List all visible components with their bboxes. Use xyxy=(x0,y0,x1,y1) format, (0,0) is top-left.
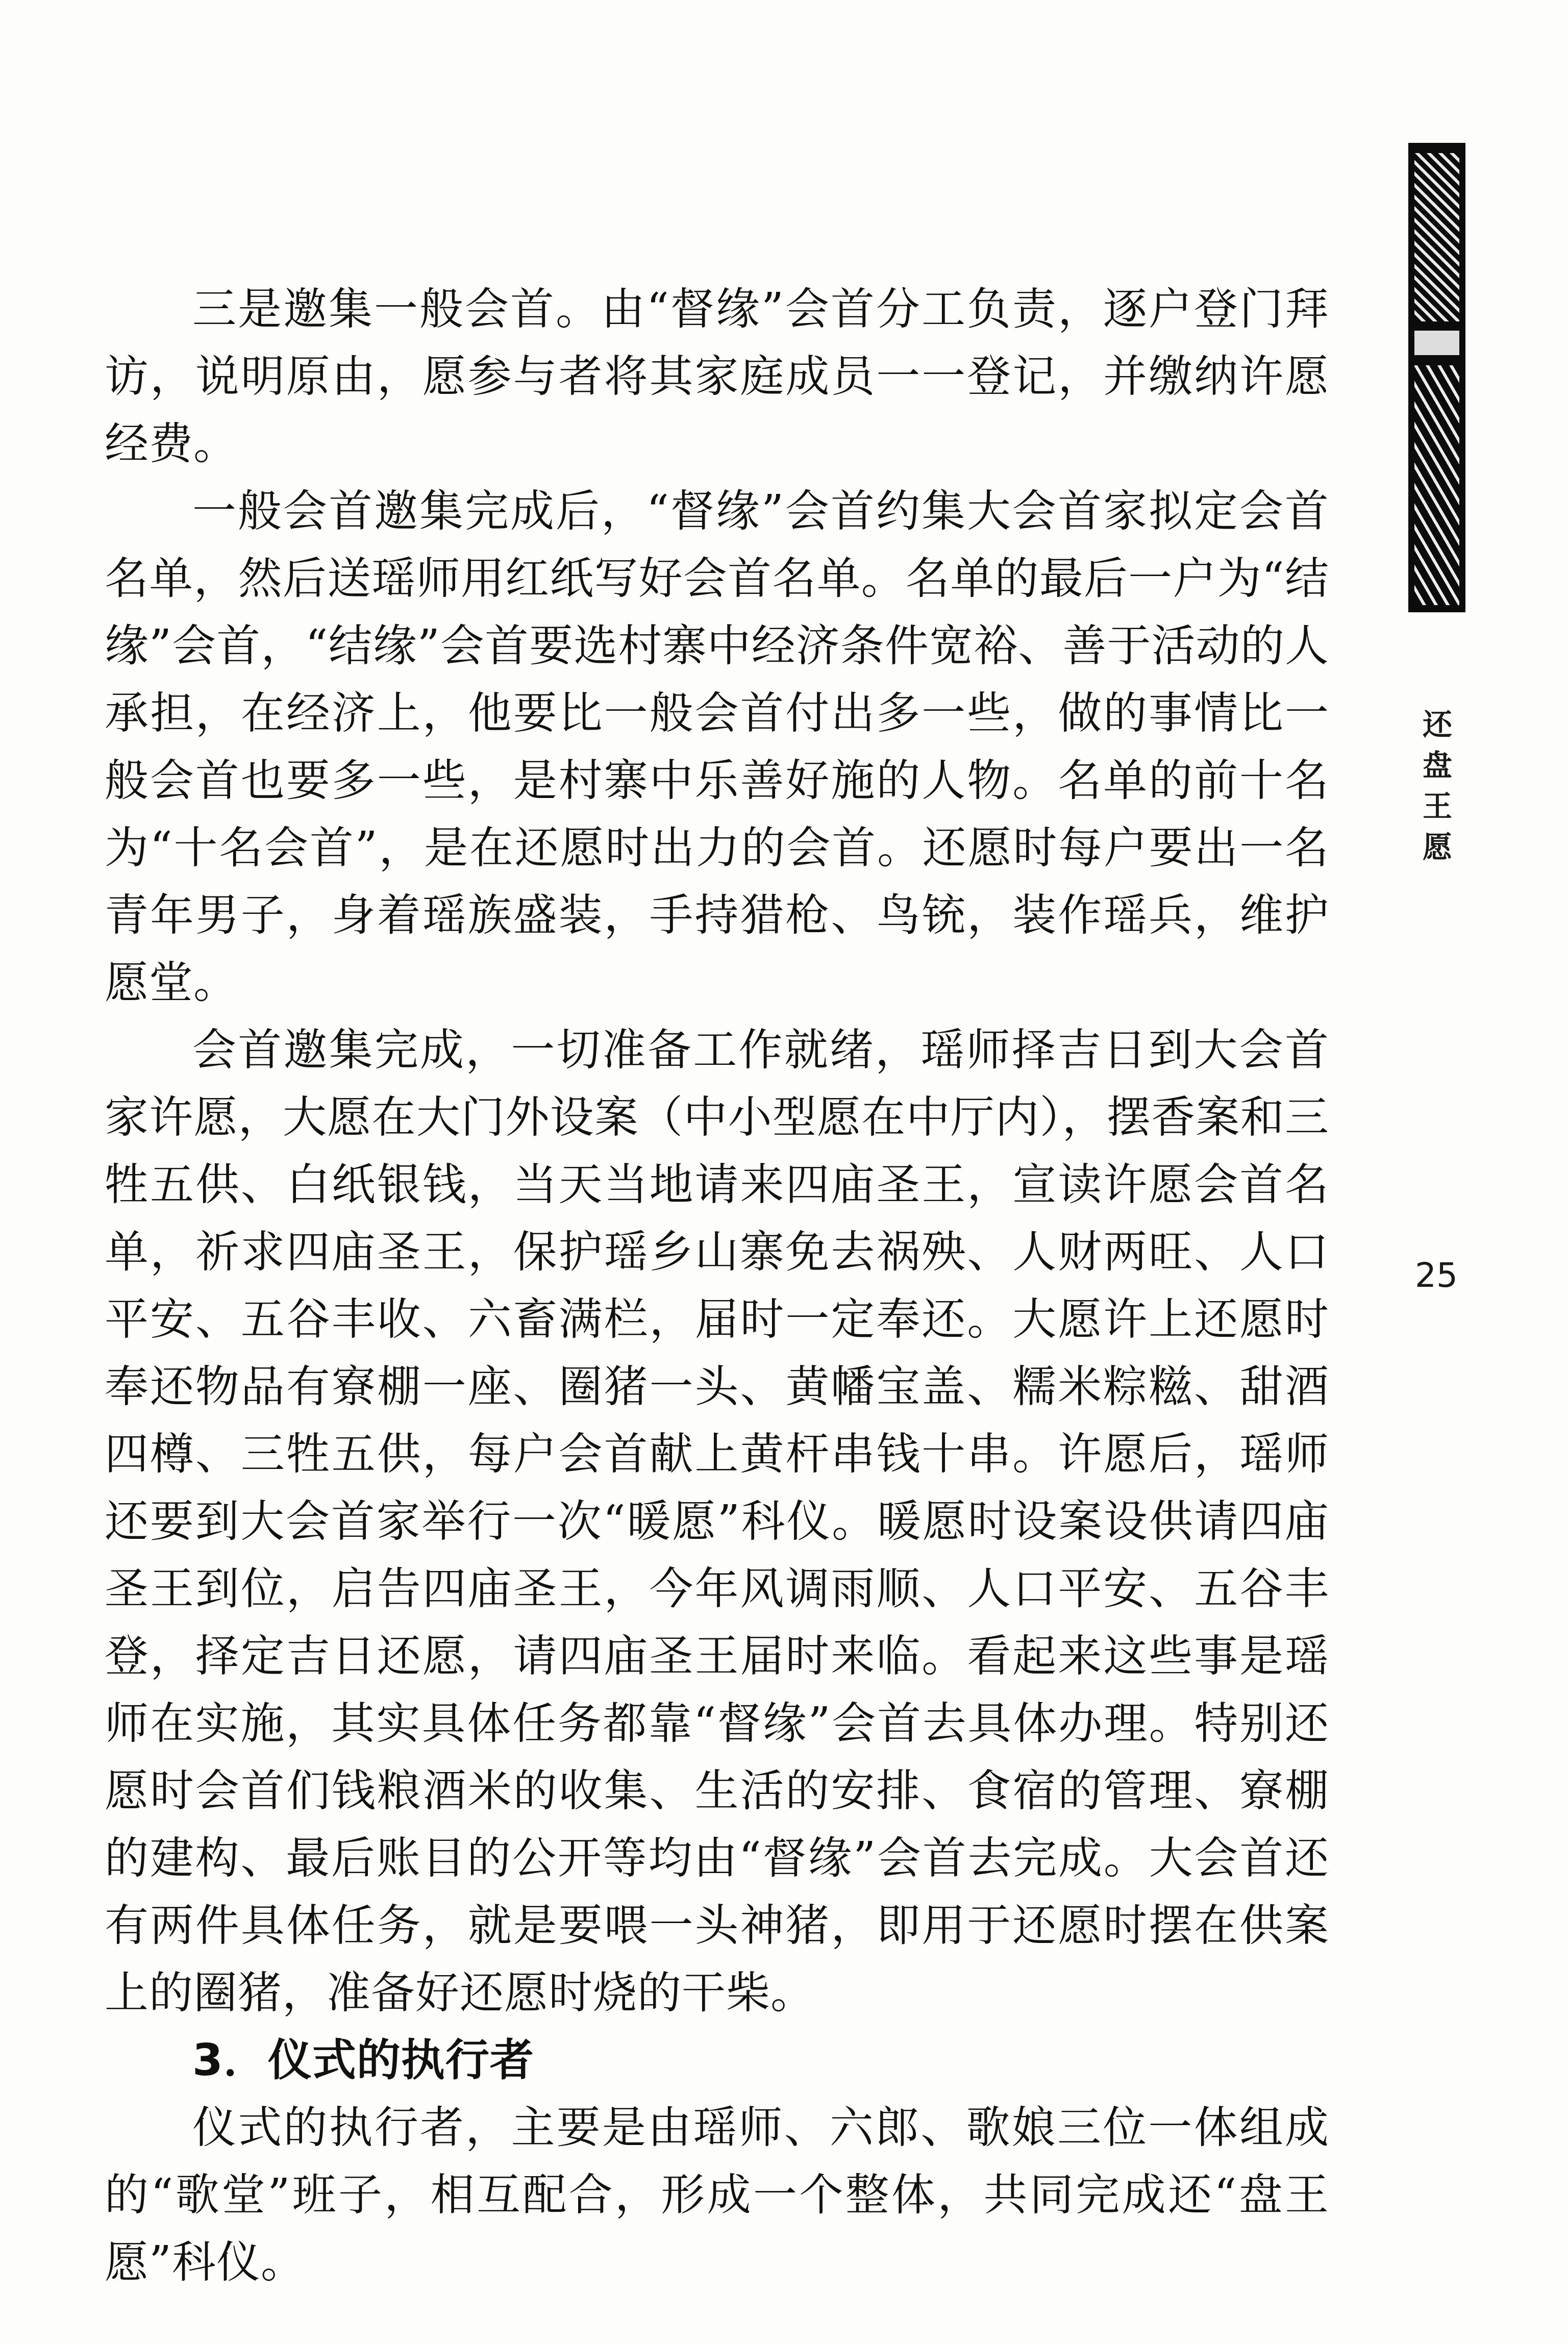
banner-pattern-top xyxy=(1414,153,1459,321)
running-title xyxy=(1420,704,1455,867)
running-title-char: 愿 xyxy=(1422,830,1452,864)
paragraph-4: 仪式的执行者，主要是由瑶师、六郎、歌娘三位一体组成的“歌堂”班子，相互配合，形成一个整体，共同完成还“盘王愿”科仪。 xyxy=(105,2102,1329,2288)
running-title-char: 还 xyxy=(1422,707,1452,742)
running-title-char: 王 xyxy=(1422,789,1452,824)
decorative-pattern-banner xyxy=(1408,143,1465,612)
paragraph-3: 会首邀集完成，一切准备工作就绪，瑶师择吉日到大会首家许愿，大愿在大门外设案（中小型愿在中厅内），摆香案和三牲五供、白纸银钱，当天当地请来四庙圣王，宣读许愿会首名单，祈求四庙圣王，保护瑶乡山寨免去祸殃、人财两旺、人口平安、五谷丰收、六畜满栏，届时一定奉还。大愿许上还愿时奉还物品有寮棚一座、圈猪一头、黄幡宝盖、糯米粽糍、甜酒四樽、三牲五供，每户会首献上黄杆串钱十串。许愿后，瑶师还要到大会首家举行一次“暖愿”科仪。暖愿时设案设供请四庙圣王到位，启告四庙圣王，今年风调雨顺、人口平安、五谷丰登，择定吉日还愿，请四庙圣王届时来临。看起来这些事是瑶师在实施，其实具体任务都靠“督缘”会首去具体办理。特别还愿时会首们钱粮酒米的收集、生活的安排、食宿的管理、寮棚的建构、最后账目的公开等均由“督缘”会首去完成。大会首还有两件具体任务，就是要喂一头神猪，即用于还愿时摆在供案上的圈猪，准备好还愿时烧的干柴。 xyxy=(105,1025,1329,2018)
section-heading: 3．仪式的执行者 xyxy=(192,2035,534,2086)
page-number: 25 xyxy=(1415,1256,1458,1295)
body-text xyxy=(105,276,1329,2296)
paragraph-2: 一般会首邀集完成后，“督缘”会首约集大会首家拟定会首名单，然后送瑶师用红纸写好会首名单。名单的最后一户为“结缘”会首，“结缘”会首要选村寨中经济条件宽裕、善于活动的人承担，在经济上，他要比一般会首付出多一些，做的事情比一般会首也要多一些，是村寨中乐善好施的人物。名单的前十名为“十名会首”，是在还愿时出力的会首。还愿时每户要出一名青年男子，身着瑶族盛装，手持猎枪、鸟铳，装作瑶兵，维护愿堂。 xyxy=(105,486,1329,1008)
banner-pattern-bottom xyxy=(1414,365,1459,605)
banner-divider xyxy=(1414,331,1459,355)
running-title-char: 盘 xyxy=(1422,748,1452,783)
paragraph-1: 三是邀集一般会首。由“督缘”会首分工负责，逐户登门拜访，说明原由，愿参与者将其家庭成员一一登记，并缴纳许愿经费。 xyxy=(105,284,1329,469)
